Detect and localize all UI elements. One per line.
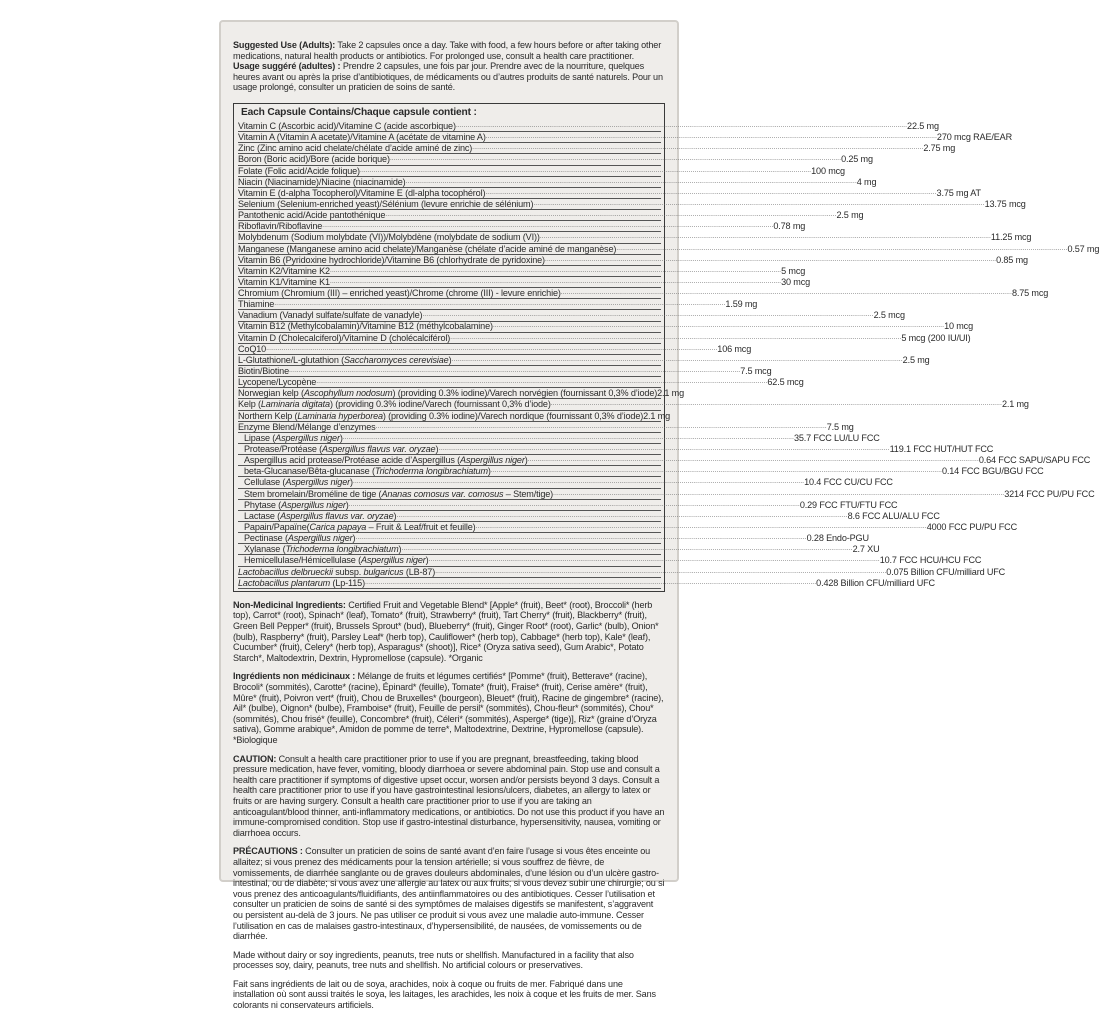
ingredient-row bbox=[238, 444, 994, 455]
suggested-use-fr: Usage suggéré (adultes) : Prendre 2 capsules, une fois par jour. Prendre avec de la nourriture, quelques heures avant ou après la prise d’antibiotiques, de médicaments ou d’autres produits de santé naturels. Pour un usage prolongé, consulter un praticien de soins de santé. bbox=[233, 61, 663, 93]
suggested-use-en: Suggested Use (Adults): Take 2 capsules once a day. Take with food, a few hours before or after taking other medications, natural health products or antibiotics. For prolonged use, consult a health care practitioner. bbox=[233, 40, 662, 61]
ingredient-row bbox=[238, 522, 1017, 533]
ingredient-name: Vanadium (Vanadyl sulfate/sulfate de vanadyle) bbox=[238, 310, 423, 321]
ingredient-row bbox=[238, 176, 877, 188]
ingredient-amount: 2.5 mcg bbox=[873, 310, 905, 321]
leader-dots bbox=[493, 321, 944, 331]
ingredient-amount: 4 mg bbox=[856, 176, 877, 187]
ingredient-name: Aspergillus acid protease/Protéase acide d’Aspergillus (Aspergillus niger) bbox=[244, 455, 528, 466]
ingredient-row bbox=[238, 288, 1049, 299]
ingredient-row bbox=[238, 544, 880, 555]
leader-dots bbox=[551, 399, 1002, 409]
ingredient-amount: 0.29 FCC FTU/FTU FCC bbox=[799, 499, 898, 510]
label-content bbox=[233, 40, 1099, 1011]
leader-dots bbox=[360, 166, 811, 176]
leader-dots bbox=[540, 232, 991, 242]
ingredient-name: Biotin/Biotine bbox=[238, 366, 289, 377]
ingredient-row bbox=[238, 221, 806, 232]
facility-statement-en: Made without dairy or soy ingredients, peanuts, tree nuts or shellfish. Manufactured in a facility that also processes soy, dairy, peanuts, tree nuts and shellfish. No artificial colours or preservatives. bbox=[233, 949, 634, 971]
ingredient-name: Lycopene/Lycopène bbox=[238, 377, 317, 388]
ingredient-name: Zinc (Zinc amino acid chelate/chélate d’acide aminé de zinc) bbox=[238, 143, 473, 154]
ingredient-amount: 62.5 mcg bbox=[767, 377, 804, 388]
ingredient-name: Manganese (Manganese amino acid chelate)/Manganèse (chélate d’acide aminé de manganèse) bbox=[238, 243, 617, 254]
ingredient-name: Protease/Protéase (Aspergillus flavus var. oryzae) bbox=[244, 444, 439, 455]
ingredient-amount: 0.14 FCC BGU/BGU FCC bbox=[941, 466, 1044, 477]
ingredient-amount: 2.1 mg bbox=[657, 388, 685, 399]
ingredient-row bbox=[238, 566, 1006, 578]
ingredient-amount: 119.1 FCC HUT/HUT FCC bbox=[889, 444, 994, 455]
leader-dots bbox=[422, 310, 873, 320]
ingredient-name: Folate (Folic acid/Acide folique) bbox=[238, 165, 360, 176]
leader-dots bbox=[266, 344, 717, 354]
ingredient-row bbox=[238, 321, 973, 333]
leader-dots bbox=[274, 299, 725, 309]
product-label-panel bbox=[219, 20, 1099, 1011]
caution-fr: PRÉCAUTIONS : Consulter un praticien de soins de santé avant d’en faire l’usage si vous êtes enceinte ou allaitez; si vous prenez des médicaments pour la tension artérielle; si vous souffrez de fièvre, de vomissements, de diarrhée sanglante ou de graves douleurs abdominales, d’une lésion ou d’un ulcère gastro-intestinal, ou de diabète; si vous avez une allergie au latex ou aux fruits; si vous devez subir une chirurgie; ou si vous prenez des anticoagulants/fluidifiants, des antiinflammatoires ou des antibiotiques. Cesser l’utilisation et consulter un praticien de soins de santé si des symptômes de malaises digestifs se manifestent, s’aggravent ou persistent au-delà de 3 jours. Ne pas utiliser ce produit si vous avez une maladie auto-immune. Cesser l’utilisation en cas de malaises gastro-intestinaux, d’hypersensibilité, de nausées, de vomissements ou de diarrhée. bbox=[233, 846, 665, 942]
ingredient-row bbox=[238, 399, 1029, 410]
ingredient-amount: 35.7 FCC LU/LU FCC bbox=[793, 432, 880, 443]
leader-dots bbox=[435, 567, 886, 577]
leader-dots bbox=[289, 366, 740, 376]
leader-dots bbox=[401, 544, 852, 554]
ingredient-row bbox=[238, 143, 956, 154]
ingredient-amount: 3214 FCC PU/PU FCC bbox=[1004, 488, 1095, 499]
ingredient-name: Papain/Papaïne(Carica papaya – Fruit & Leaf/fruit et feuille) bbox=[244, 522, 476, 533]
ingredient-amount: 0.57 mg bbox=[1067, 243, 1099, 254]
ingredient-amount: 0.85 mg bbox=[996, 254, 1028, 265]
ingredient-amount: 2.5 mg bbox=[836, 210, 864, 221]
suggested-use bbox=[233, 40, 665, 93]
ingredient-name: Kelp (Laminaria digitata) (providing 0.3% iodine/Varech (fournissant 0,3% d’iode) bbox=[238, 399, 551, 410]
ingredient-name: Vitamin C (Ascorbic acid)/Vitamine C (acide ascorbique) bbox=[238, 120, 456, 131]
ingredient-amount: 11.25 mcg bbox=[990, 232, 1032, 243]
ingredient-amount: 106 mcg bbox=[717, 343, 752, 354]
ingredient-name: L-Glutathione/L-glutathion (Saccharomyces cerevisiae) bbox=[238, 354, 452, 365]
ingredient-row bbox=[238, 332, 971, 344]
ingredient-row bbox=[238, 299, 758, 310]
ingredient-row bbox=[238, 366, 772, 377]
ingredient-amount: 0.64 FCC SAPU/SAPU FCC bbox=[978, 455, 1091, 466]
ingredient-name: Phytase (Aspergillus niger) bbox=[244, 499, 349, 510]
ingredient-amount: 0.25 mg bbox=[841, 154, 873, 165]
ingredient-row bbox=[238, 388, 685, 399]
ingredient-amount: 2.1 mg bbox=[1001, 399, 1029, 410]
leader-dots bbox=[406, 177, 857, 187]
ingredient-name: Chromium (Chromium (III) – enriched yeast)/Chrome (chrome (III) - levure enrichie) bbox=[238, 288, 561, 299]
leader-dots bbox=[533, 199, 984, 209]
ingredient-amount: 3.75 mg AT bbox=[936, 187, 981, 198]
ingredient-amount: 1.59 mg bbox=[725, 299, 758, 310]
leader-dots bbox=[486, 132, 937, 142]
ingredient-name: beta-Glucanase/Bêta-glucanase (Trichoderma longibrachiatum) bbox=[244, 466, 491, 477]
leader-dots bbox=[330, 266, 781, 276]
leader-dots bbox=[561, 288, 1012, 298]
leader-dots bbox=[456, 121, 907, 131]
ingredient-row bbox=[238, 488, 1095, 500]
leader-dots bbox=[390, 154, 841, 164]
leader-dots bbox=[553, 489, 1004, 499]
ingredient-name: Lipase (Aspergillus niger) bbox=[244, 432, 343, 443]
ingredient-row bbox=[238, 354, 930, 366]
ingredient-amount: 10 mcg bbox=[944, 321, 973, 332]
ingredient-amount: 270 mcg RAE/EAR bbox=[936, 132, 1012, 143]
ingredient-name: Thiamine bbox=[238, 299, 275, 310]
ingredient-row bbox=[238, 154, 873, 165]
leader-dots bbox=[528, 455, 979, 465]
ingredient-amount: 8.75 mcg bbox=[1011, 288, 1049, 299]
non-medicinal-ingredients-en: Non-Medicinal Ingredients: Certified Fruit and Vegetable Blend* [Apple* (fruit), Beet* (root), Broccoli* (herb top), Carrot* (root), Spinach* (leaf), Tomato* (fruit), Strawberry* (fruit), Tart Cherry* (fruit), Blackberry* (fruit), Green Bell Pepper* (fruit), Brussels Sprout* (bud), Blueberry* (fruit), Ginger Root* (root), Garlic* (bulb), Onion* (bulb), Raspberry* (fruit), Parsley Leaf* (herb top), Cauliflower* (herb top), Cabbage* (herb top), Kale* (leaf), Cucumber* (fruit), Celery* (herb top), Asparagus* (shoot)], Rice* (Oryza sativa seed), Gum Arabic*, Potato Starch*, Maltodextrin, Dextrin, Hypromellose (capsule). *Organic bbox=[233, 599, 659, 663]
leader-dots bbox=[396, 511, 847, 521]
ingredient-amount: 0.78 mg bbox=[773, 221, 806, 232]
ingredient-name: Vitamin B12 (Methylcobalamin)/Vitamine B12 (méthylcobalamine) bbox=[238, 321, 493, 332]
leader-dots bbox=[376, 422, 827, 432]
ingredient-row bbox=[238, 187, 981, 199]
ingredient-name: Xylanase (Trichoderma longibrachiatum) bbox=[244, 544, 402, 555]
leader-dots bbox=[385, 210, 836, 220]
ingredient-amount: 2.5 mg bbox=[902, 354, 930, 365]
leader-dots bbox=[485, 188, 936, 198]
ingredient-name: Lactase (Aspergillus flavus var. oryzae) bbox=[244, 510, 397, 521]
leader-dots bbox=[472, 143, 923, 153]
ingredient-amount: 0.28 Endo-PGU bbox=[806, 533, 869, 544]
ingredient-row bbox=[238, 120, 939, 132]
ingredient-row bbox=[238, 555, 982, 566]
ingredient-name: Selenium (Selenium-enriched yeast)/Sélénium (levure enrichie de sélénium) bbox=[238, 198, 534, 209]
leader-dots bbox=[450, 333, 901, 343]
ingredient-row bbox=[238, 421, 854, 433]
caution-en: CAUTION: Consult a health care practitioner prior to use if you are pregnant, breastfeeding, taking blood pressure medication, have fever, vomiting, bloody diarrhoea or severe abdominal pain. Stop use and consult a health care practitioner if symptoms of digestive upset occur, worsen and/or persists beyond 3 days. Consult a health care practitioner prior to use if you have gastrointestinal lesions/ulcers, diabetes, an allergy to latex or fruits or are having surgery. Consult a health care practitioner prior to use if you are taking an anticoagulant/blood thinner, anti-inflammatory medications, or antibiotics. Do not use this product if you have an immune-compromised condition. Stop use if gastro-intestinal disturbance, hypersensitivity, nausea, vomiting or diarrhoea occurs. bbox=[233, 753, 665, 838]
ingredient-amount: 4000 FCC PU/PU FCC bbox=[926, 522, 1017, 533]
ingredient-amount: 0.075 Billion CFU/milliard UFC bbox=[886, 566, 1006, 577]
leader-dots bbox=[476, 522, 927, 532]
leader-dots bbox=[365, 578, 816, 588]
ingredient-amount: 22.5 mg bbox=[907, 120, 939, 131]
leader-dots bbox=[353, 477, 804, 487]
ingredient-row bbox=[238, 455, 1091, 466]
ingredient-name: Norwegian kelp (Ascophyllum nodosum) (providing 0.3% iodine)/Varech norvégien (fournissant 0,3% d’iode) bbox=[238, 388, 658, 399]
ingredient-name: Vitamin A (Vitamin A acetate)/Vitamine A (acétate de vitamine A) bbox=[238, 132, 486, 143]
ingredient-row bbox=[238, 577, 935, 589]
ingredient-name: Stem bromelain/Broméline de tige (Ananas comosus var. comosus – Stem/tige) bbox=[244, 488, 554, 499]
ingredient-row bbox=[238, 265, 806, 277]
ingredient-name: Vitamin E (d-alpha Tocopherol)/Vitamine E (dl-alpha tocophérol) bbox=[238, 187, 486, 198]
ingredient-row bbox=[238, 232, 1032, 243]
ingredient-row bbox=[238, 477, 893, 488]
leader-dots bbox=[330, 277, 781, 287]
ingredient-name: Vitamin K1/Vitamine K1 bbox=[238, 276, 330, 287]
ingredient-row bbox=[238, 510, 940, 522]
ingredient-row bbox=[238, 466, 1044, 477]
leader-dots bbox=[316, 377, 767, 387]
leader-dots bbox=[616, 244, 1067, 254]
ingredient-amount: 10.4 FCC CU/CU FCC bbox=[804, 477, 893, 488]
facility-statement-fr: Fait sans ingrédients de lait ou de soya, arachides, noix à coque ou fruits de mer. Fabriqué dans une installation où sont aussi traités le soya, les laitages, les arachides, les noix à coque et les fruits de mer. Sans colorants ni conservateurs artificiels. bbox=[233, 978, 656, 1011]
ingredient-row bbox=[238, 254, 1028, 266]
ingredient-name: Niacin (Niacinamide)/Niacine (niacinamide) bbox=[238, 176, 406, 187]
ingredient-name: Pectinase (Aspergillus niger) bbox=[244, 533, 356, 544]
supplement-facts-box bbox=[233, 103, 1099, 592]
ingredient-amount: 10.7 FCC HCU/HCU FCC bbox=[879, 555, 982, 566]
supplement-facts-title: Each Capsule Contains/Chaque capsule contient : bbox=[241, 106, 477, 118]
ingredient-amount: 7.5 mcg bbox=[740, 366, 772, 377]
ingredient-amount: 13.75 mcg bbox=[984, 198, 1026, 209]
leader-dots bbox=[545, 255, 996, 265]
ingredient-name: Vitamin D (Cholecalciferol)/Vitamine D (cholécalciférol) bbox=[238, 332, 451, 343]
ingredient-row bbox=[238, 243, 1099, 255]
ingredient-name: Boron (Boric acid)/Bore (acide borique) bbox=[238, 154, 390, 165]
leader-dots bbox=[429, 555, 880, 565]
ingredient-amount: 2.75 mg bbox=[923, 143, 956, 154]
ingredient-row bbox=[238, 210, 864, 221]
ingredient-name: Enzyme Blend/Mélange d’enzymes bbox=[238, 421, 376, 432]
leader-dots bbox=[451, 355, 902, 365]
ingredient-row bbox=[238, 198, 1026, 210]
ingredient-row bbox=[238, 533, 869, 544]
ingredient-row bbox=[238, 165, 845, 177]
ingredient-row bbox=[238, 276, 811, 288]
ingredient-name: Pantothenic acid/Acide pantothénique bbox=[238, 210, 386, 221]
ingredient-amount: 8.6 FCC ALU/ALU FCC bbox=[847, 510, 940, 521]
ingredient-amount: 2.7 XU bbox=[852, 544, 880, 555]
leader-dots bbox=[349, 500, 800, 510]
ingredient-name: Lactobacillus plantarum (Lp-115) bbox=[238, 577, 365, 588]
ingredient-row bbox=[238, 499, 898, 511]
ingredient-amount: 5 mcg bbox=[781, 265, 806, 276]
ingredient-name: Molybdenum (Sodium molybdate (VI))/Molybdène (molybdate de sodium (VI)) bbox=[238, 232, 540, 243]
leader-dots bbox=[355, 533, 806, 543]
ingredient-amount: 100 mcg bbox=[811, 165, 845, 176]
ingredient-name: Hemicellulase/Hémicellulase (Aspergillus niger) bbox=[244, 555, 429, 566]
ingredient-amount: 2.1 mg bbox=[643, 410, 671, 421]
non-medicinal-ingredients-fr: Ingrédients non médicinaux : Mélange de fruits et légumes certifiés* [Pomme* (fruit), Betterave* (racine), Brocoli* (sommités), Carotte* (racine), Épinard* (feuille), Tomate* (fruit), Fraise* (fruit), Cerise amère* (fruit), Mûre* (fruit), Poivron vert* (fruit), Chou de Bruxelles* (bourgeon), Bleuet* (fruit), Racine de gingembre* (racine), Ail* (bulbe), Oignon* (bulbe), Framboise* (fruit), Feuille de persil* (sommités), Chou-fleur* (sommités), Chou* (sommités), Chou frisé* (feuille), Concombre* (fruit), Céleri* (sommités), Asperge* (tige)], Riz* (graine d’Oryza sativa), Gomme arabique*, Amidon de pomme de terre*, Maltodextrine, Dextrine, Hypromellose (capsule). *Biologique bbox=[233, 671, 664, 745]
ingredient-name: Vitamin B6 (Pyridoxine hydrochloride)/Vitamine B6 (chlorhydrate de pyridoxine) bbox=[238, 254, 545, 265]
supplement-rows bbox=[238, 120, 1099, 589]
ingredient-amount: 7.5 mg bbox=[826, 421, 854, 432]
leader-dots bbox=[343, 433, 794, 443]
leader-dots bbox=[491, 466, 942, 476]
ingredient-amount: 0.428 Billion CFU/milliard UFC bbox=[816, 577, 935, 588]
ingredient-row bbox=[238, 132, 1012, 143]
ingredient-name: Vitamin K2/Vitamine K2 bbox=[238, 265, 330, 276]
ingredient-row bbox=[238, 432, 880, 444]
ingredient-row bbox=[238, 410, 671, 422]
ingredient-name: Cellulase (Aspergillus niger) bbox=[244, 477, 353, 488]
ingredient-amount: 5 mcg (200 IU/UI) bbox=[901, 332, 971, 343]
ingredient-name: Lactobacillus delbrueckii subsp. bulgaricus (LB-87) bbox=[238, 566, 436, 577]
leader-dots bbox=[438, 444, 889, 454]
ingredient-row bbox=[238, 343, 752, 355]
ingredient-amount: 30 mcg bbox=[781, 276, 811, 287]
leader-dots bbox=[322, 221, 773, 231]
ingredient-name: Riboflavin/Riboflavine bbox=[238, 221, 323, 232]
ingredient-name: CoQ10 bbox=[238, 343, 267, 354]
ingredient-name: Northern Kelp (Laminaria hyperborea) (providing 0.3% iodine)/Varech nordique (fournissant 0,3% d’iode) bbox=[238, 410, 644, 421]
ingredient-row bbox=[238, 377, 804, 388]
ingredient-row bbox=[238, 310, 905, 321]
